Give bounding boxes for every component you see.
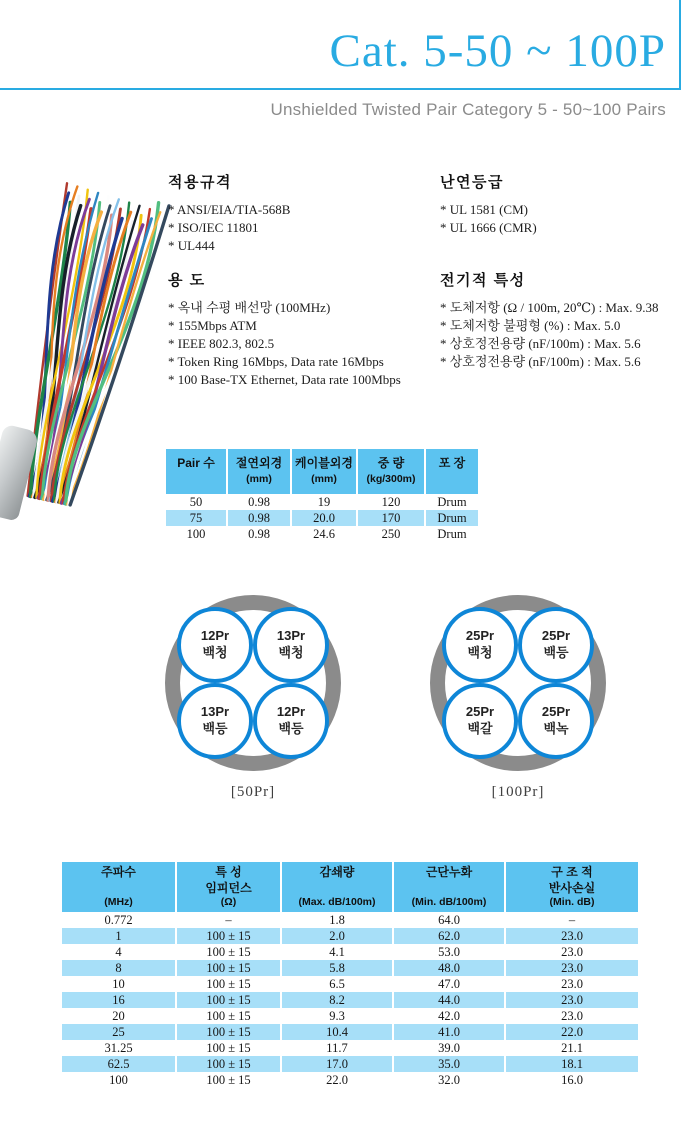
- list-item: * 옥내 수평 배선망 (100MHz): [168, 300, 331, 315]
- cell: 18.1: [506, 1056, 638, 1072]
- perf-table: [60, 862, 640, 1088]
- cell: 1: [62, 928, 175, 944]
- list-item: * 155Mbps ATM: [168, 318, 257, 333]
- cell: 8.2: [282, 992, 392, 1008]
- section-title: 용 도: [168, 272, 206, 289]
- cell: 50: [189, 494, 203, 509]
- cell: 8: [62, 960, 175, 976]
- spec-header-row: [166, 449, 478, 494]
- cell: 75: [166, 510, 226, 526]
- pair-bundle: 25Pr 백청: [442, 607, 518, 683]
- perf-header-cell: 구 조 적 반사손실 (Min. dB): [506, 862, 638, 912]
- spec-header-cell: 포 장: [426, 449, 478, 494]
- list-item: * UL444: [168, 238, 215, 253]
- spec-header-cell: 절연외경 (mm): [228, 449, 290, 494]
- spec-header-cell: 케이블외경 (mm): [292, 449, 356, 494]
- cell: 0.98: [228, 510, 290, 526]
- cell: 100 ± 15: [177, 992, 280, 1008]
- perf-header-cell: 주파수 (MHz): [62, 862, 175, 912]
- list-item: * 상호정전용량 (nF/100m) : Max. 5.6: [440, 336, 641, 351]
- diagram-caption: [50Pr]: [230, 784, 276, 800]
- cell: –: [225, 912, 232, 927]
- table-row: [62, 992, 638, 1008]
- cable-photo: [0, 184, 165, 524]
- cell: Drum: [437, 494, 467, 509]
- cell: 100: [186, 526, 206, 541]
- list-item: * UL 1666 (CMR): [440, 220, 537, 235]
- page-subtitle: Unshielded Twisted Pair Category 5 - 50~100 Pairs: [270, 100, 666, 119]
- cell: –: [568, 912, 576, 927]
- cell: 9.3: [329, 1008, 345, 1023]
- cell: 62.5: [62, 1056, 175, 1072]
- cell: 22.0: [326, 1072, 348, 1087]
- table-row: [62, 976, 638, 992]
- cell: 170: [358, 510, 424, 526]
- cell: 17.0: [282, 1056, 392, 1072]
- cell: 39.0: [438, 1040, 460, 1055]
- cell: 23.0: [561, 944, 583, 959]
- cell: 19: [317, 494, 331, 509]
- cell: 10.4: [282, 1024, 392, 1040]
- cell: 6.5: [329, 976, 345, 991]
- perf-header-row: [62, 862, 638, 912]
- cell: 100 ± 15: [177, 1024, 280, 1040]
- diagram-caption: [100Pr]: [491, 784, 545, 800]
- list-item: * 도체저항 불평형 (%) : Max. 5.0: [440, 318, 621, 333]
- cell: 23.0: [561, 1008, 583, 1023]
- cell: 25: [62, 1024, 175, 1040]
- cell: 47.0: [438, 976, 460, 991]
- pair-bundle: 12Pr 백청: [177, 607, 253, 683]
- section-title: 적용규격: [168, 174, 232, 191]
- table-row: [62, 1024, 638, 1040]
- pair-bundle: 25Pr 백등: [518, 607, 594, 683]
- cell: 1.8: [329, 912, 345, 927]
- cell: 100 ± 15: [206, 1040, 251, 1055]
- perf-header-cell: 특 성 임피던스 (Ω): [177, 862, 280, 912]
- cell: 22.0: [506, 1024, 638, 1040]
- cell: 35.0: [394, 1056, 504, 1072]
- table-row: [62, 960, 638, 976]
- cell: 21.1: [561, 1040, 583, 1055]
- table-row: [62, 1072, 638, 1088]
- cell: 31.25: [104, 1040, 133, 1055]
- cell: 23.0: [561, 976, 583, 991]
- diagram-100pr: [430, 595, 606, 801]
- cell: 62.0: [394, 928, 504, 944]
- pair-bundle: 25Pr 백갈: [442, 683, 518, 759]
- list-item: * 도체저항 (Ω / 100m, 20℃) : Max. 9.38: [440, 300, 659, 315]
- table-row: [62, 944, 638, 960]
- table-row: [166, 494, 478, 510]
- cell: 100 ± 15: [177, 960, 280, 976]
- list-item: * 100 Base-TX Ethernet, Data rate 100Mbps: [168, 372, 401, 387]
- cell: 20: [112, 1008, 125, 1023]
- cell: 23.0: [506, 928, 638, 944]
- section-electrical: [440, 269, 700, 371]
- list-item: * ANSI/EIA/TIA-568B: [168, 202, 291, 217]
- title-horizontal-rule: [0, 88, 681, 90]
- cell: Drum: [437, 526, 467, 541]
- spec-header-cell: 중 량 (kg/300m): [358, 449, 424, 494]
- title-vertical-rule: [679, 0, 681, 90]
- table-row: [62, 912, 638, 928]
- diagram-50pr: [165, 595, 341, 801]
- table-row: [166, 526, 478, 542]
- cell: Drum: [426, 510, 478, 526]
- cell: 44.0: [394, 992, 504, 1008]
- cell: 48.0: [394, 960, 504, 976]
- cell: 64.0: [438, 912, 460, 927]
- cell: 20.0: [292, 510, 356, 526]
- cell: 53.0: [438, 944, 460, 959]
- cell: 16.0: [561, 1072, 583, 1087]
- section-title: 전기적 특성: [440, 272, 526, 289]
- list-item: * Token Ring 16Mbps, Data rate 16Mbps: [168, 354, 384, 369]
- cell: 2.0: [282, 928, 392, 944]
- cell: 100 ± 15: [177, 1056, 280, 1072]
- cell: 100 ± 15: [206, 976, 251, 991]
- pair-bundle: 13Pr 백청: [253, 607, 329, 683]
- cell: 24.6: [313, 526, 335, 541]
- list-item: * IEEE 802.3, 802.5: [168, 336, 275, 351]
- cell: 0.98: [248, 526, 270, 541]
- table-row: [62, 1056, 638, 1072]
- list-item: * UL 1581 (CM): [440, 202, 528, 217]
- cell: 0.98: [248, 494, 270, 509]
- pair-bundle: 25Pr 백녹: [518, 683, 594, 759]
- cell: 100 ± 15: [177, 928, 280, 944]
- page-title: Cat. 5-50 ~ 100P: [329, 25, 666, 77]
- section-standards: [168, 171, 443, 255]
- cell: 42.0: [438, 1008, 460, 1023]
- list-item: * 상호정전용량 (nF/100m) : Max. 5.6: [440, 354, 641, 369]
- cable-cross-section-ring: [430, 595, 606, 771]
- cable-cross-section-ring: [165, 595, 341, 771]
- cell: 23.0: [506, 960, 638, 976]
- cell: 11.7: [326, 1040, 348, 1055]
- cell: 0.772: [104, 912, 133, 927]
- table-row: [62, 1008, 638, 1024]
- section-title: 난연등급: [440, 174, 504, 191]
- cell: 4.1: [329, 944, 345, 959]
- cell: 10: [112, 976, 125, 991]
- pair-bundle: 13Pr 백등: [177, 683, 253, 759]
- cell: 5.8: [282, 960, 392, 976]
- table-row: [166, 510, 478, 526]
- cell: 4: [115, 944, 122, 959]
- cell: 100 ± 15: [206, 944, 251, 959]
- cell: 32.0: [438, 1072, 460, 1087]
- perf-header-cell: 감쇄량 (Max. dB/100m): [282, 862, 392, 912]
- cell: 100 ± 15: [206, 1008, 251, 1023]
- pair-bundle: 12Pr 백등: [253, 683, 329, 759]
- cell: 23.0: [506, 992, 638, 1008]
- list-item: * ISO/IEC 11801: [168, 220, 259, 235]
- cell: 250: [381, 526, 401, 541]
- spec-header-cell: Pair 수: [166, 449, 226, 494]
- table-row: [62, 928, 638, 944]
- spec-table: [164, 449, 480, 542]
- cell: 100 ± 15: [206, 1072, 251, 1087]
- table-row: [62, 1040, 638, 1056]
- perf-header-cell: 근단누화 (Min. dB/100m): [394, 862, 504, 912]
- cell: 120: [381, 494, 401, 509]
- section-usage: [168, 269, 443, 389]
- cell: 41.0: [394, 1024, 504, 1040]
- cell: 100: [109, 1072, 128, 1087]
- section-flame-rating: [440, 171, 700, 237]
- cell: 16: [62, 992, 175, 1008]
